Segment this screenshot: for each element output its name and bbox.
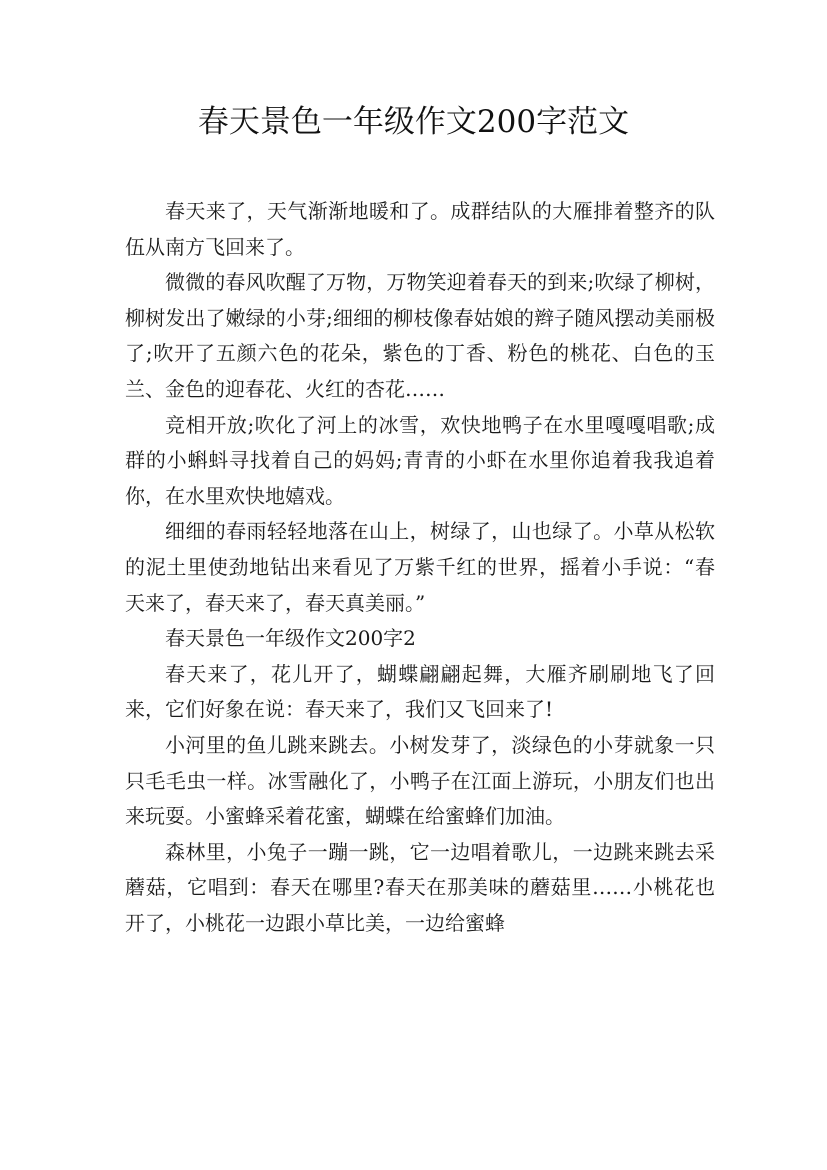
paragraph: 森林里，小兔子一蹦一跳，它一边唱着歌儿，一边跳来跳去采蘑菇，它唱到：春天在哪里?春天在那美味的蘑菇里……小桃花也开了，小桃花一边跟小草比美，一边给蜜蜂 (125, 839, 715, 935)
paragraph: 微微的春风吹醒了万物，万物笑迎着春天的到来;吹绿了柳树，柳树发出了嫩绿的小芽;细细的柳枝像春姑娘的辫子随风摆动美丽极了;吹开了五颜六色的花朵，紫色的丁香、粉色的桃花、白色的玉兰、金色的迎春花、火红的杏花…… (125, 270, 715, 401)
paragraph: 春天来了，花儿开了，蝴蝶翩翩起舞，大雁齐刷刷地飞了回来，它们好象在说：春天来了，我们又飞回来了! (125, 661, 715, 722)
document-title: 春天景色一年级作文200字范文 (197, 104, 630, 140)
section-heading: 春天景色一年级作文200字2 (165, 626, 416, 651)
document-body (125, 194, 715, 941)
paragraph: 春天来了，天气渐渐地暖和了。成群结队的大雁排着整齐的队伍从南方飞回来了。 (125, 199, 715, 259)
paragraph: 细细的春雨轻轻地落在山上，树绿了，山也绿了。小草从松软的泥土里使劲地钻出来看见了万紫千红的世界，摇着小手说：“春天来了，春天来了，春天真美丽。” (125, 519, 715, 615)
paragraph: 小河里的鱼儿跳来跳去。小树发芽了，淡绿色的小芽就象一只只毛毛虫一样。冰雪融化了，小鸭子在江面上游玩，小朋友们也出来玩耍。小蜜蜂采着花蜜，蝴蝶在给蜜蜂们加油。 (125, 732, 715, 829)
paragraph: 竞相开放;吹化了河上的冰雪，欢快地鸭子在水里嘎嘎唱歌;成群的小蝌蚪寻找着自己的妈妈;青青的小虾在水里你追着我我追着你，在水里欢快地嬉戏。 (125, 412, 715, 508)
